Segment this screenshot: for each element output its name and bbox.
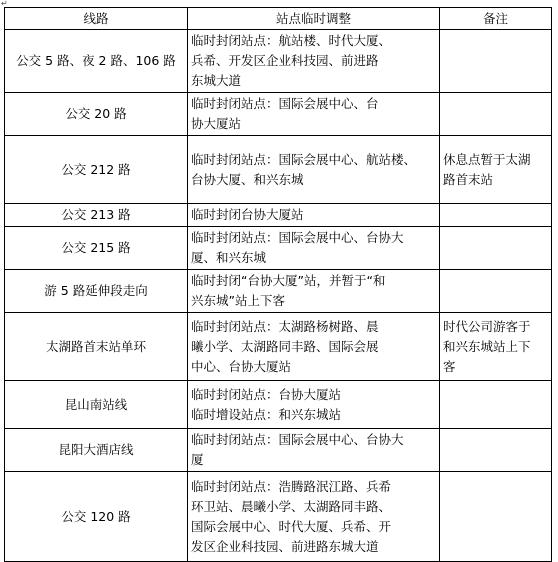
adjustment-line: 国际会展中心、时代大厦、兵希、开 — [191, 518, 392, 534]
paragraph-mark: ↵ — [1, 0, 8, 8]
route-adjustment-table — [4, 7, 552, 562]
table-row — [5, 270, 552, 313]
adjustment-line: 兵希、开发区企业科技园、前进路 — [191, 53, 379, 68]
table-row — [5, 136, 552, 204]
adjustment-line: 临时增设站点：和兴东城站 — [191, 406, 342, 422]
adjustment-line: 环卫站、晨曦小学、太湖路同丰路、 — [191, 498, 392, 514]
table-body — [5, 30, 552, 562]
remark-cell — [440, 472, 552, 562]
remark-cell — [440, 30, 552, 93]
adjustment-cell — [188, 227, 440, 270]
adjustment-line: 曦小学、太湖路同丰路、国际会展 — [191, 338, 379, 354]
route-cell: 太湖路首末站单环 — [5, 313, 188, 381]
remark-cell — [440, 381, 552, 429]
route-cell: 公交 20 路 — [5, 93, 188, 136]
route-cell: 公交 212 路 — [5, 136, 188, 204]
remark-cell — [440, 93, 552, 136]
route-cell: 公交 120 路 — [5, 472, 188, 562]
route-cell: 公交 213 路 — [5, 204, 188, 227]
adjustment-line: 协大厦站 — [191, 116, 242, 131]
route-cell: 昆阳大酒店线 — [5, 429, 188, 472]
adjustment-cell — [188, 270, 440, 313]
table-row — [5, 204, 552, 227]
adjustment-line: 发区企业科技园、前进路东城大道 — [191, 538, 379, 554]
adjustment-line: 临时封闭站点：国际会展中心、台协大 — [191, 230, 404, 245]
table-row — [5, 429, 552, 472]
adjustment-cell — [188, 472, 440, 562]
remark-cell — [440, 227, 552, 270]
adjustment-line: 厦、和兴东城 — [191, 250, 267, 265]
remark-cell — [440, 313, 552, 381]
adjustment-line: 临时封闭站点：航站楼、时代大厦、 — [191, 33, 392, 48]
adjustment-line: 临时封闭台协大厦站 — [191, 207, 304, 222]
adjustment-line: 厦 — [191, 452, 204, 467]
remark-line: 和兴东城站上下 — [443, 338, 531, 354]
adjustment-cell — [188, 429, 440, 472]
remark-line: 时代公司游客于 — [443, 318, 531, 334]
header-route: 线路 — [5, 8, 188, 30]
table-row — [5, 30, 552, 93]
route-cell: 昆山南站线 — [5, 381, 188, 429]
table-row — [5, 227, 552, 270]
header-adjustment: 站点临时调整 — [188, 8, 440, 30]
remark-cell — [440, 270, 552, 313]
adjustment-line: 东城大道 — [191, 73, 242, 88]
adjustment-cell — [188, 313, 440, 381]
adjustment-cell — [188, 136, 440, 204]
adjustment-line: 临时封闭站点：国际会展中心、台 — [191, 96, 379, 111]
adjustment-line: 台协大厦、和兴东城 — [191, 171, 304, 187]
adjustment-line: 临时封闭站点：太湖路杨树路、晨 — [191, 318, 379, 334]
route-cell: 公交 5 路、夜 2 路、106 路 — [5, 30, 188, 93]
adjustment-line: 临时封闭“台协大厦”站，并暂于“和 — [191, 273, 386, 288]
remark-line: 休息点暂于太湖 — [443, 151, 531, 167]
table-row — [5, 472, 552, 562]
remark-line: 客 — [443, 358, 456, 374]
adjustment-line: 临时封闭站点：浩腾路泯江路、兵希 — [191, 478, 392, 494]
route-cell: 公交 215 路 — [5, 227, 188, 270]
adjustment-cell — [188, 93, 440, 136]
adjustment-cell — [188, 30, 440, 93]
header-row — [5, 8, 552, 30]
adjustment-line: 临时封闭站点：国际会展中心、航站楼、 — [191, 151, 417, 167]
remark-cell — [440, 429, 552, 472]
adjustment-line: 中心、台协大厦站 — [191, 358, 292, 374]
remark-line: 路首末站 — [443, 171, 494, 187]
header-remark: 备注 — [440, 8, 552, 30]
adjustment-line: 临时封闭站点：国际会展中心、台协大 — [191, 432, 404, 447]
adjustment-cell — [188, 204, 440, 227]
table-row — [5, 313, 552, 381]
table-row — [5, 93, 552, 136]
route-cell: 游 5 路延伸段走向 — [5, 270, 188, 313]
remark-cell — [440, 204, 552, 227]
remark-cell — [440, 136, 552, 204]
table-row — [5, 381, 552, 429]
adjustment-line: 兴东城”站上下客 — [191, 293, 285, 308]
adjustment-cell — [188, 381, 440, 429]
adjustment-line: 临时封闭站点：台协大厦站 — [191, 386, 342, 402]
